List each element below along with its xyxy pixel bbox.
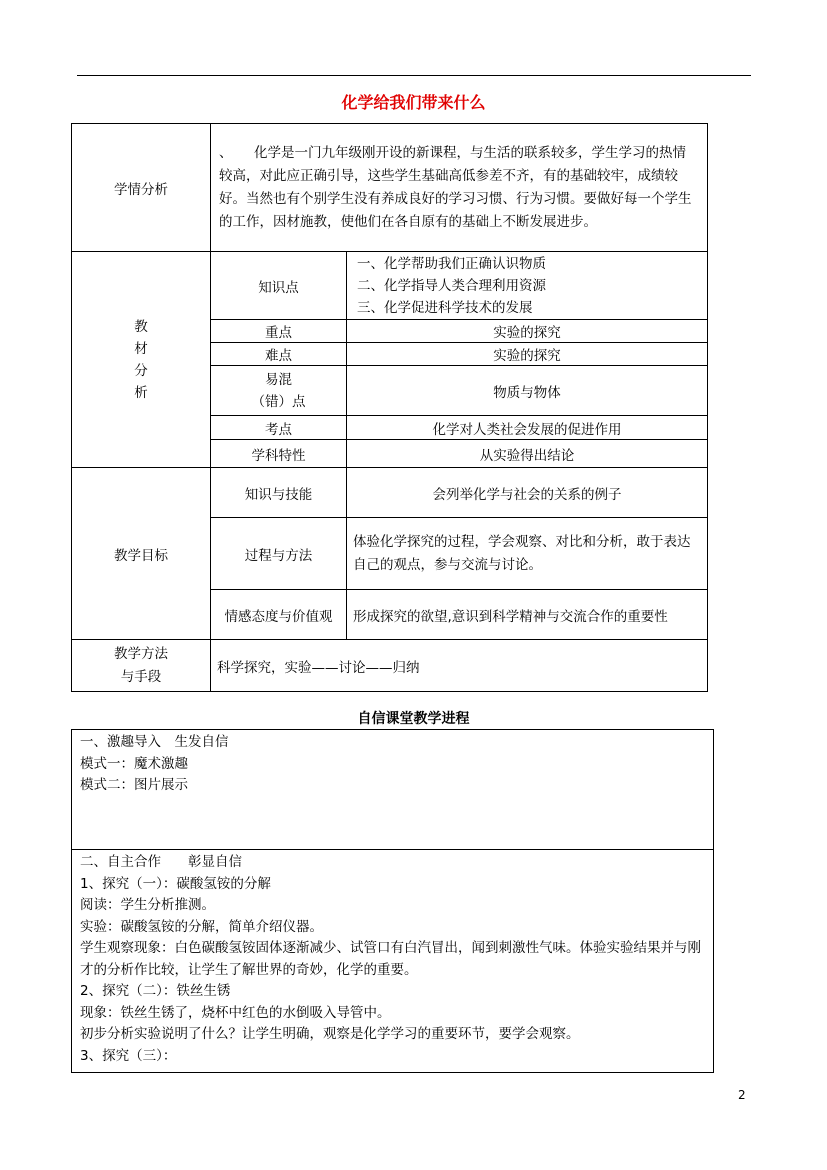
subject-feature-label: 学科特性 (211, 440, 347, 468)
learning-analysis-cell (211, 124, 708, 252)
skills-row (72, 468, 708, 518)
difficulty-value: 实验的探究 (347, 343, 708, 366)
lesson-plan-table (71, 123, 708, 692)
learning-analysis-row (72, 124, 708, 252)
part2-line: 阅读：学生分析推测。 (80, 897, 215, 913)
learning-analysis-text: 化学是一门九年级刚开设的新课程，与生活的联系较多，学生学习的热情较高，对此应正确引导，这些学生基础高低参差不齐，有的基础较牢，成绩较好。当然也有个别学生没有养成良好的学习习惯、行为习惯。要做好每一个学生的工作，因材施教，使他们在各自原有的基础上不断发展进步。 (219, 144, 692, 230)
material-analysis-label (72, 252, 211, 468)
difficulty-label: 难点 (211, 343, 347, 366)
subject-feature-value: 从实验得出结论 (347, 440, 708, 468)
part2-line: 学生观察现象：白色碳酸氢铵固体逐渐减少、试管口有白汽冒出，闻到刺激性气味。体验实验结果并与刚才的分析作比较，让学生了解世界的奇妙，化学的重要。 (80, 940, 701, 978)
learning-analysis-label: 学情分析 (72, 124, 211, 252)
part1-box (71, 729, 714, 850)
key-point-label: 重点 (211, 320, 347, 343)
confusing-point-value: 物质与物体 (347, 366, 708, 416)
part2-line: 初步分析实验说明了什么？让学生明确，观察是化学学习的重要环节，要学会观察。 (80, 1026, 580, 1042)
part2-heading: 二、自主合作 彰显自信 (80, 854, 242, 870)
process-label: 过程与方法 (211, 518, 347, 590)
knowledge-point: 一、化学帮助我们正确认识物质 (357, 255, 546, 272)
knowledge-label: 知识点 (211, 252, 347, 320)
part1-line: 模式二：图片展示 (80, 777, 188, 793)
exam-point-label: 考点 (211, 416, 347, 440)
knowledge-row (72, 252, 708, 320)
skills-label: 知识与技能 (211, 468, 347, 518)
confusing-label-line: （错）点 (251, 393, 306, 410)
page-number: 2 (738, 1088, 746, 1102)
methods-value: 科学探究，实验——讨论——归纳 (211, 640, 708, 692)
header-rule (77, 75, 751, 76)
knowledge-point: 三、化学促进科学技术的发展 (357, 299, 533, 316)
confusing-label-line: 易混 (265, 371, 292, 388)
material-label-char: 材 (134, 340, 148, 357)
attitude-label: 情感态度与价值观 (211, 590, 347, 640)
learning-analysis-marker: 、 (219, 144, 233, 161)
part1-line: 模式一：魔术激趣 (80, 755, 188, 772)
material-label-char: 分 (134, 362, 148, 379)
methods-label (72, 640, 211, 692)
process-text: 体验化学探究的过程，学会观察、对比和分析，敢于表达自己的观点，参与交流与讨论。 (353, 533, 691, 573)
knowledge-points-cell (347, 252, 708, 320)
part1-heading: 一、激趣导入 生发自信 (80, 734, 229, 750)
part2-line: 现象：铁丝生锈了，烧杯中红色的水倒吸入导管中。 (80, 1004, 391, 1021)
methods-label-line: 与手段 (120, 668, 162, 685)
part2-line: 2、探究（二）：铁丝生锈 (80, 983, 231, 999)
part2-box (71, 849, 714, 1073)
confusing-point-label (211, 366, 347, 416)
part2-line: 3、探究（三）： (80, 1047, 177, 1064)
teaching-goals-label: 教学目标 (72, 468, 211, 640)
page-title: 化学给我们带来什么 (341, 93, 486, 112)
part2-line: 实验：碳酸氢铵的分解，简单介绍仪器。 (80, 918, 323, 935)
material-label-char: 教 (134, 318, 148, 335)
skills-value: 会列举化学与社会的关系的例子 (347, 468, 708, 518)
material-label-char: 析 (134, 384, 148, 401)
methods-label-line: 教学方法 (114, 645, 168, 662)
exam-point-value: 化学对人类社会发展的促进作用 (347, 416, 708, 440)
part2-line: 1、探究（一）：碳酸氢铵的分解 (80, 875, 271, 892)
knowledge-point: 二、化学指导人类合理利用资源 (357, 277, 546, 294)
process-value (347, 518, 708, 590)
progress-title: 自信课堂教学进程 (357, 711, 470, 727)
methods-row (72, 640, 708, 692)
key-point-value: 实验的探究 (347, 320, 708, 343)
attitude-value: 形成探究的欲望,意识到科学精神与交流合作的重要性 (347, 590, 708, 640)
